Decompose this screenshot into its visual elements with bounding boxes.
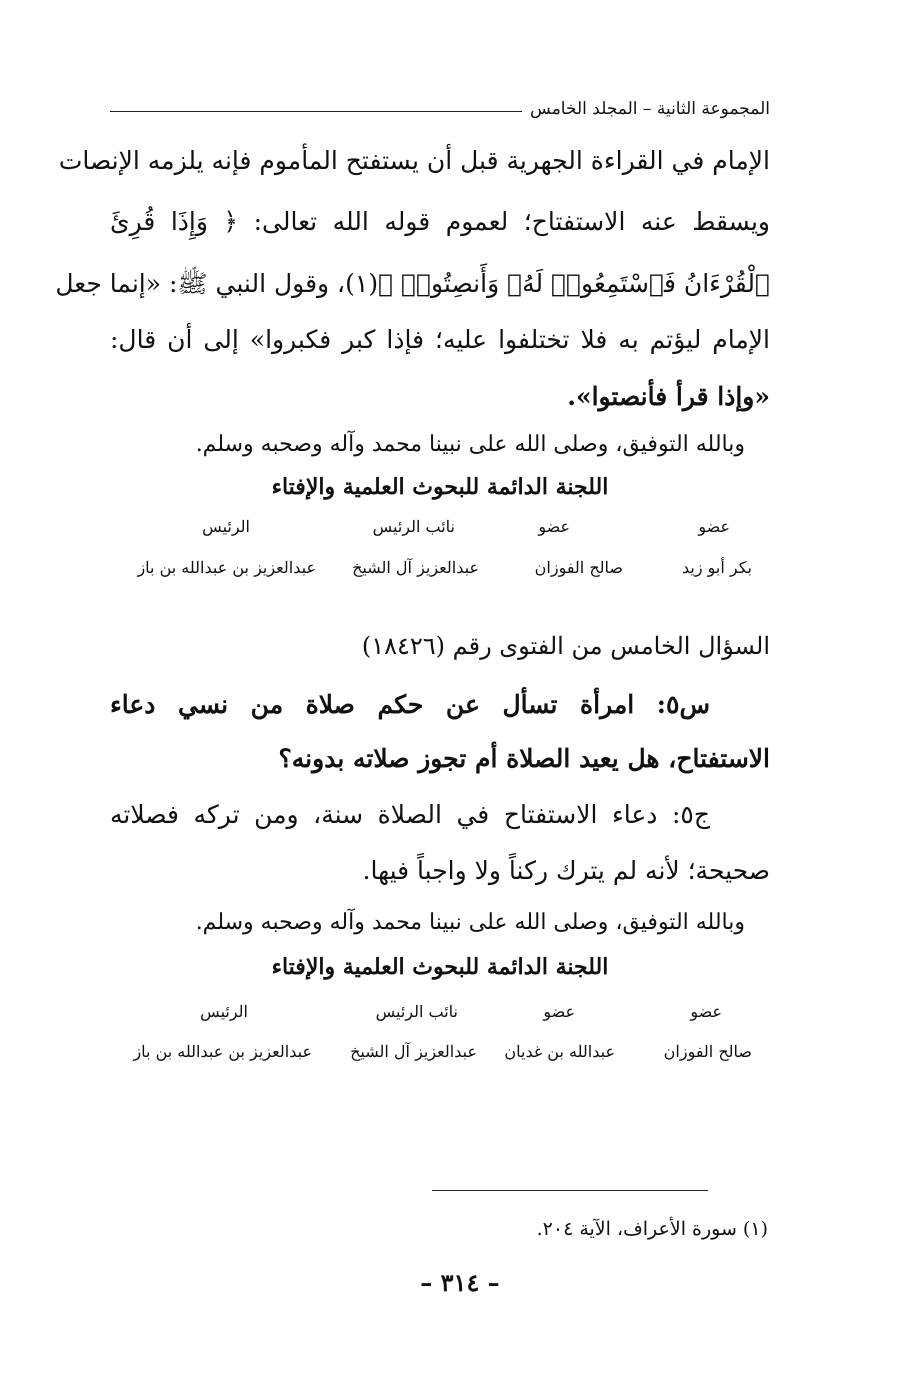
signatory-name: بكر أبو زيد [681,558,752,577]
role-deputy: نائب الرئيس [375,1002,458,1021]
role-member: عضو [690,1002,722,1021]
role-member: عضو [538,517,570,536]
body-line: ويسقط عنه الاستفتاح؛ لعموم قوله الله تعالى: ﴿ وَإِذَا قُرِئَ [110,207,770,236]
closing-formula: وبالله التوفيق، وصلى الله على نبينا محمد وآله وصحبه وسلم. [195,910,745,935]
answer-line: صحيحة؛ لأنه لم يترك ركناً ولا واجباً فيها. [362,856,770,885]
footnote: (١) سورة الأعراف، الآية ٢٠٤. [536,1218,768,1240]
header-title: المجموعة الثانية – المجلد الخامس [530,99,770,119]
role-deputy: نائب الرئيس [372,517,455,536]
footnote-rule [432,1190,708,1191]
committee-title: اللجنة الدائمة للبحوث العلمية والإفتاء [271,474,609,500]
signatory-name: عبدالعزيز بن عبدالله بن باز [137,558,316,577]
body-line-last: «وإذا قرأ فأنصتوا». [567,382,770,411]
question-line: الاستفتاح، هل يعيد الصلاة أم تجوز صلاته بدونه؟ [278,744,770,773]
committee-title: اللجنة الدائمة للبحوث العلمية والإفتاء [271,954,609,980]
page-number: – ٣١٤ – [420,1268,500,1297]
signatory-name: صالح الفوزان [663,1042,752,1061]
role-member: عضو [543,1002,575,1021]
role-president: الرئيس [202,517,250,536]
role-president: الرئيس [200,1002,248,1021]
signatory-name: عبدالعزيز بن عبدالله بن باز [133,1042,312,1061]
running-header [110,94,770,124]
signatory-name: عبدالعزيز آل الشيخ [352,558,479,577]
body-line: الإمام ليؤتم به فلا تختلفوا عليه؛ فإذا كبر فكبروا» إلى أن قال: [110,325,770,354]
header-rule [110,111,522,112]
answer-line: ج٥: دعاء الاستفتاح في الصلاة سنة، ومن تركه فصلاته [110,800,710,829]
question-heading: السؤال الخامس من الفتوى رقم (١٨٤٢٦) [361,632,770,660]
body-line: ٱلْقُرْءَانُ فَٱسْتَمِعُوا۟ لَهُۥ وَأَنصِتُوا۟ ﴾(١)، وقول النبي ﷺ: «إنما جعل [55,269,770,298]
question-line: س٥: امرأة تسأل عن حكم صلاة من نسي دعاء [110,690,710,719]
signatory-name: عبدالله بن غديان [504,1042,615,1061]
closing-formula: وبالله التوفيق، وصلى الله على نبينا محمد وآله وصحبه وسلم. [195,432,745,457]
body-line: الإمام في القراءة الجهرية قبل أن يستفتح المأموم فإنه يلزمه الإنصات [58,146,770,175]
signatory-name: صالح الفوزان [534,558,623,577]
role-member: عضو [698,517,730,536]
signatory-name: عبدالعزيز آل الشيخ [350,1042,477,1061]
